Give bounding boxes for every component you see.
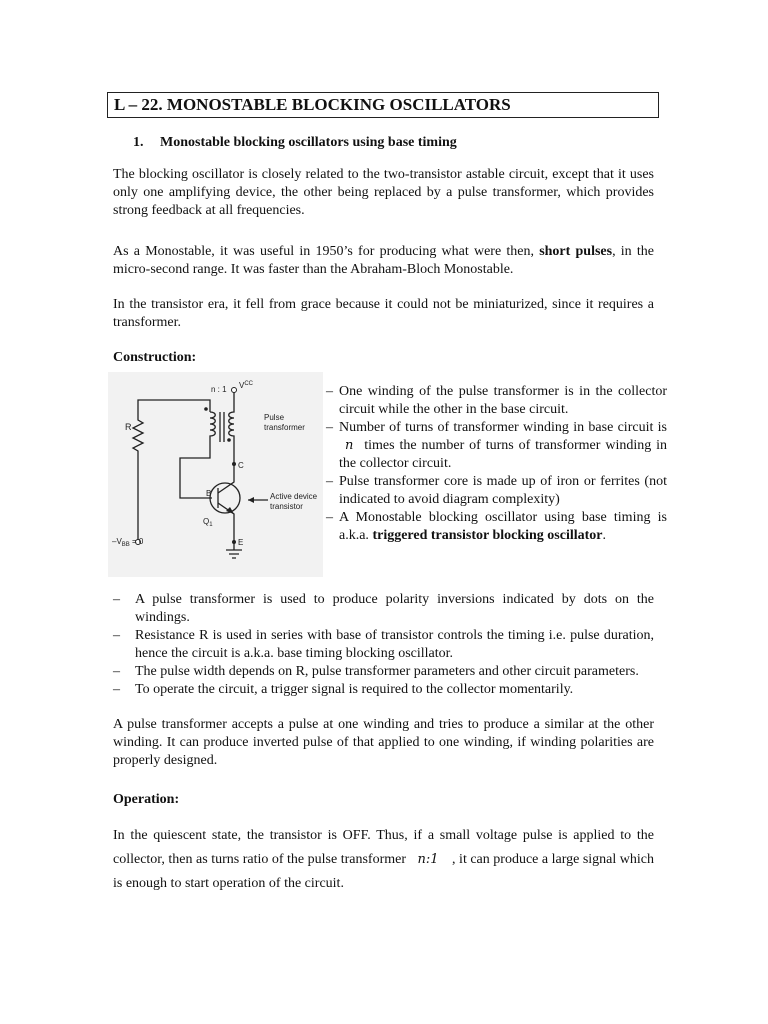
section-heading [133,135,457,151]
diagram-background [108,372,323,577]
construction-heading: Construction: [113,350,197,365]
emitter-label: E [238,538,244,547]
list-item: – A Monostable blocking oscillator using base timing is a.k.a. triggered transistor blocking oscillator. [326,509,667,545]
pulse-transformer-label-2: transformer [264,423,305,432]
transistor-label: $Q_1$ [203,517,213,528]
short-pulses-emphasis: short pulses [539,244,613,259]
paragraph-monostable-part-1: As a Monostable, it was useful in 1950’s for producing what were then, [113,244,540,259]
vbb-label: $-V_{BB} = 0$ [112,537,144,548]
triggered-oscillator-emphasis: triggered transistor blocking oscillator [372,528,603,543]
section-heading-text: Monostable blocking oscillators using base timing [160,135,457,150]
active-device-label-1: Active device [270,492,318,501]
resistor-label: R [125,422,132,432]
paragraph-monostable-part-2: , in the micro-second range. It was faster than the Abraham-Bloch Monostable. [113,244,654,277]
n-symbol: n [345,438,354,453]
list-item: – One winding of the pulse transformer is in the collector circuit while the other in the base circuit. [326,383,667,419]
turns-ratio-label: n : 1 [211,385,227,394]
operation-heading: Operation: [113,792,180,807]
paragraph-monostable [113,243,654,279]
paragraph-pulse-transformer: A pulse transformer accepts a pulse at one winding and tries to produce a similar at the other winding. It can produce inverted pulse of that applied to one winding, if winding polarities are properly designed. [113,717,654,768]
paragraph-operation: In the quiescent state, the transistor is OFF. Thus, if a small voltage pulse is applied to the collector, then as turns ratio of the pulse transformer n:1 , it can produce a large signal which is enough to start operation of the circuit. [113,828,654,891]
paragraph-intro: The blocking oscillator is closely related to the two-transistor astable circuit, except that it uses only one amplifying device, the other being replaced by a pulse transformer, which provides strong feedback at all frequencies. [113,167,654,218]
turns-ratio-symbol: n:1 [417,852,439,867]
list-item: – Number of turns of transformer winding in base circuit is n times the number of turns of transformer winding in the collector circuit. [326,419,667,473]
active-device-label-2: transistor [270,502,303,511]
list-item: – To operate the circuit, a trigger signal is required to the collector momentarily. [113,681,654,699]
vcc-label: $V^{CC}$ [239,381,254,390]
construction-bullet-list [326,383,667,545]
blocking-oscillator-circuit-diagram [108,372,323,577]
pulse-transformer-bullet-list [113,591,654,699]
list-item: – A pulse transformer is used to produce polarity inversions indicated by dots on the windings. [113,591,654,627]
list-item: – The pulse width depends on R, pulse transformer parameters and other circuit parameters. [113,663,654,681]
list-item: – Resistance R is used in series with base of transistor controls the timing i.e. pulse duration, hence the circuit is a.k.a. base timing blocking oscillator. [113,627,654,663]
page-title: L – 22. MONOSTABLE BLOCKING OSCILLATORS [107,92,659,118]
collector-label: C [238,461,244,470]
paragraph-transistor-era: In the transistor era, it fell from grace because it could not be miniaturized, since it requires a transformer. [113,297,654,330]
list-item: – Pulse transformer core is made up of iron or ferrites (not indicated to avoid diagram complexity) [326,473,667,509]
pulse-transformer-label-1: Pulse [264,413,285,422]
base-label: B [206,489,212,498]
section-number: 1. [133,135,144,150]
